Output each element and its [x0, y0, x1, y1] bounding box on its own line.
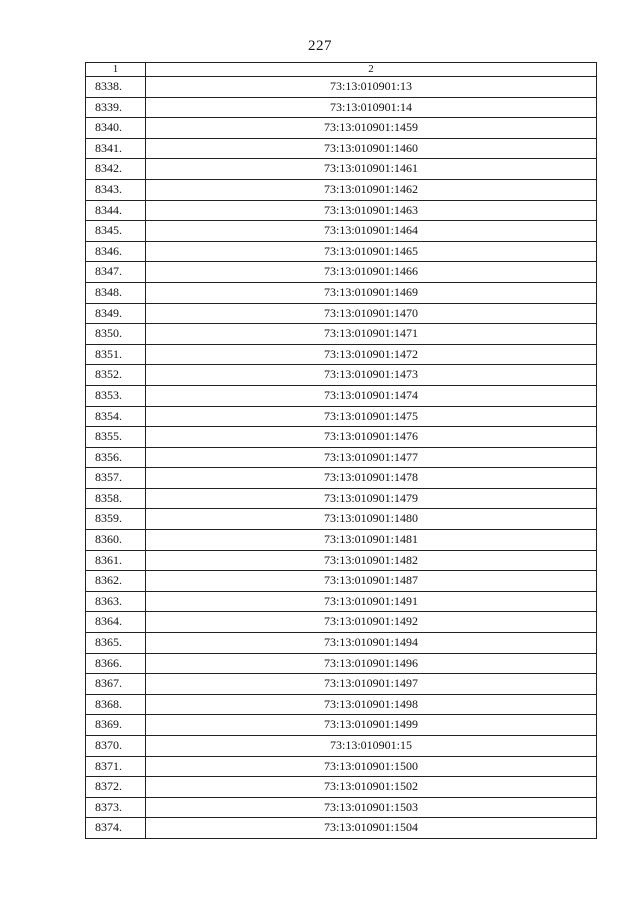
table-row: [86, 736, 597, 757]
cadastral-number: 73:13:010901:1500: [146, 756, 597, 777]
table-row: [86, 241, 597, 262]
row-number: 8349.: [86, 303, 146, 324]
table-row: [86, 653, 597, 674]
cadastral-number: 73:13:010901:1477: [146, 447, 597, 468]
table-row: [86, 262, 597, 283]
cadastral-number: 73:13:010901:1479: [146, 488, 597, 509]
table-body: [86, 77, 597, 839]
cadastral-number: 73:13:010901:1460: [146, 138, 597, 159]
table-row: [86, 138, 597, 159]
cadastral-number: 73:13:010901:1473: [146, 365, 597, 386]
table-row: [86, 324, 597, 345]
row-number: 8357.: [86, 468, 146, 489]
row-number: 8355.: [86, 427, 146, 448]
cadastral-number: 73:13:010901:1480: [146, 509, 597, 530]
header-row: [86, 63, 597, 77]
cadastral-number: 73:13:010901:1478: [146, 468, 597, 489]
table-row: [86, 159, 597, 180]
table-row: [86, 633, 597, 654]
table-row: [86, 818, 597, 839]
cadastral-table: [85, 62, 597, 839]
row-number: 8351.: [86, 344, 146, 365]
cadastral-number: 73:13:010901:1492: [146, 612, 597, 633]
cadastral-number: 73:13:010901:1469: [146, 282, 597, 303]
row-number: 8344.: [86, 200, 146, 221]
table-row: [86, 509, 597, 530]
table-row: [86, 97, 597, 118]
row-number: 8363.: [86, 591, 146, 612]
row-number: 8361.: [86, 550, 146, 571]
table-row: [86, 797, 597, 818]
page-number: 227: [308, 38, 332, 54]
row-number: 8370.: [86, 736, 146, 757]
row-number: 8360.: [86, 530, 146, 551]
row-number: 8372.: [86, 777, 146, 798]
cadastral-number: 73:13:010901:1472: [146, 344, 597, 365]
row-number: 8364.: [86, 612, 146, 633]
cadastral-number: 73:13:010901:1504: [146, 818, 597, 839]
row-number: 8373.: [86, 797, 146, 818]
cadastral-number: 73:13:010901:1503: [146, 797, 597, 818]
row-number: 8353.: [86, 385, 146, 406]
cadastral-number: 73:13:010901:1463: [146, 200, 597, 221]
table-row: [86, 118, 597, 139]
table-row: [86, 344, 597, 365]
table-row: [86, 756, 597, 777]
table-row: [86, 715, 597, 736]
table-row: [86, 282, 597, 303]
row-number: 8342.: [86, 159, 146, 180]
cadastral-number: 73:13:010901:1471: [146, 324, 597, 345]
row-number: 8366.: [86, 653, 146, 674]
cadastral-number: 73:13:010901:1494: [146, 633, 597, 654]
header-col-1: 1: [86, 63, 146, 77]
cadastral-number: 73:13:010901:15: [146, 736, 597, 757]
row-number: 8369.: [86, 715, 146, 736]
table-row: [86, 406, 597, 427]
row-number: 8346.: [86, 241, 146, 262]
row-number: 8359.: [86, 509, 146, 530]
table-row: [86, 77, 597, 98]
row-number: 8339.: [86, 97, 146, 118]
row-number: 8350.: [86, 324, 146, 345]
header-col-2: 2: [146, 63, 597, 77]
cadastral-number: 73:13:010901:1497: [146, 674, 597, 695]
cadastral-number: 73:13:010901:1487: [146, 571, 597, 592]
cadastral-number: 73:13:010901:1459: [146, 118, 597, 139]
table-row: [86, 179, 597, 200]
table-row: [86, 427, 597, 448]
table-row: [86, 694, 597, 715]
row-number: 8347.: [86, 262, 146, 283]
table-row: [86, 200, 597, 221]
cadastral-number: 73:13:010901:1481: [146, 530, 597, 551]
row-number: 8341.: [86, 138, 146, 159]
row-number: 8368.: [86, 694, 146, 715]
table-row: [86, 571, 597, 592]
row-number: 8371.: [86, 756, 146, 777]
table-row: [86, 385, 597, 406]
cadastral-number: 73:13:010901:1496: [146, 653, 597, 674]
cadastral-number: 73:13:010901:13: [146, 77, 597, 98]
cadastral-number: 73:13:010901:1462: [146, 179, 597, 200]
table-row: [86, 447, 597, 468]
table-row: [86, 468, 597, 489]
table-row: [86, 221, 597, 242]
table-header: [86, 63, 597, 77]
cadastral-number: 73:13:010901:1466: [146, 262, 597, 283]
row-number: 8356.: [86, 447, 146, 468]
table-row: [86, 612, 597, 633]
cadastral-number: 73:13:010901:1498: [146, 694, 597, 715]
cadastral-number: 73:13:010901:1474: [146, 385, 597, 406]
row-number: 8348.: [86, 282, 146, 303]
cadastral-number: 73:13:010901:1475: [146, 406, 597, 427]
row-number: 8374.: [86, 818, 146, 839]
cadastral-number: 73:13:010901:1470: [146, 303, 597, 324]
table-row: [86, 530, 597, 551]
table-row: [86, 674, 597, 695]
row-number: 8343.: [86, 179, 146, 200]
row-number: 8365.: [86, 633, 146, 654]
row-number: 8345.: [86, 221, 146, 242]
row-number: 8358.: [86, 488, 146, 509]
table-row: [86, 777, 597, 798]
cadastral-number: 73:13:010901:14: [146, 97, 597, 118]
cadastral-number: 73:13:010901:1491: [146, 591, 597, 612]
table-row: [86, 488, 597, 509]
table-row: [86, 591, 597, 612]
table-row: [86, 550, 597, 571]
row-number: 8367.: [86, 674, 146, 695]
cadastral-number: 73:13:010901:1502: [146, 777, 597, 798]
cadastral-number: 73:13:010901:1461: [146, 159, 597, 180]
row-number: 8362.: [86, 571, 146, 592]
cadastral-number: 73:13:010901:1476: [146, 427, 597, 448]
row-number: 8354.: [86, 406, 146, 427]
cadastral-number: 73:13:010901:1465: [146, 241, 597, 262]
table-row: [86, 365, 597, 386]
cadastral-number: 73:13:010901:1482: [146, 550, 597, 571]
row-number: 8338.: [86, 77, 146, 98]
table-row: [86, 303, 597, 324]
cadastral-number: 73:13:010901:1499: [146, 715, 597, 736]
row-number: 8340.: [86, 118, 146, 139]
cadastral-number: 73:13:010901:1464: [146, 221, 597, 242]
row-number: 8352.: [86, 365, 146, 386]
